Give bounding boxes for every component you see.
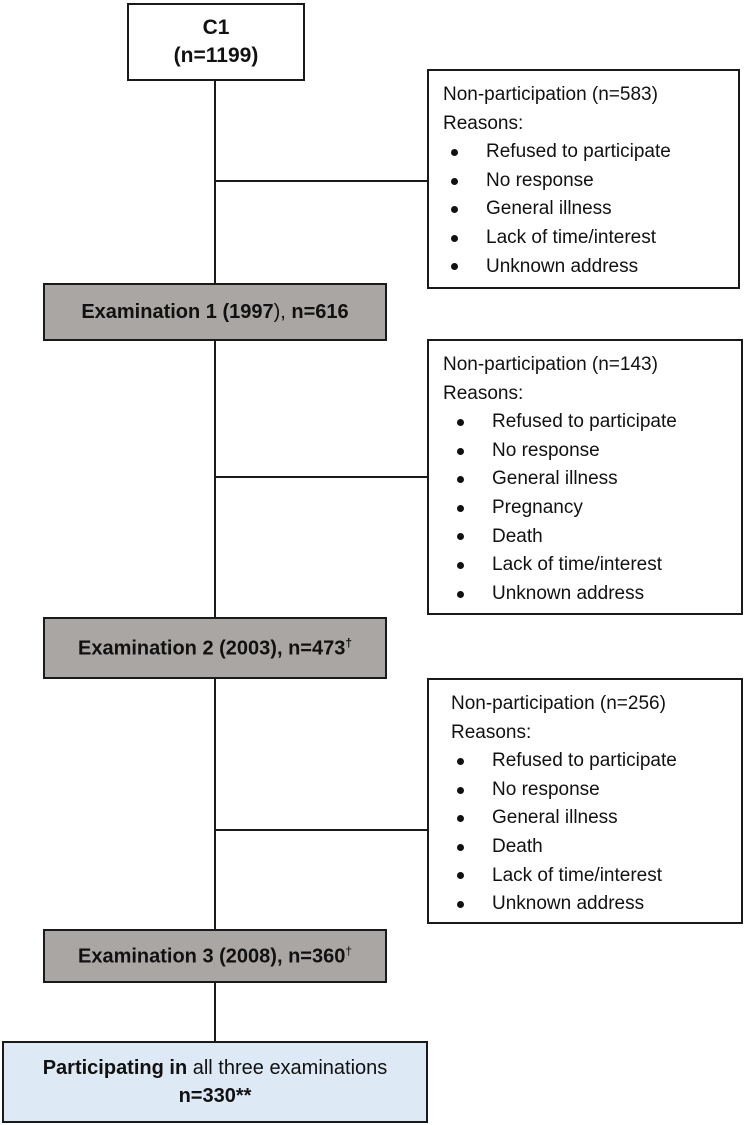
- list-item: Pregnancy: [443, 494, 727, 523]
- list-item: Refused to participate: [443, 138, 724, 167]
- exam2-box: [43, 617, 387, 679]
- list-item: General illness: [443, 804, 727, 833]
- non-participation-box-1: [427, 69, 740, 289]
- list-item: No response: [443, 167, 724, 196]
- np-reasons-label: Reasons:: [443, 382, 524, 404]
- bullet-icon: [457, 591, 464, 598]
- list-item: General illness: [443, 195, 724, 224]
- bullet-icon: [457, 872, 464, 879]
- list-item: Lack of time/interest: [443, 551, 727, 580]
- dagger-mark: †: [345, 943, 353, 958]
- bullet-icon: [451, 235, 458, 242]
- list-item: No response: [443, 437, 727, 466]
- list-item: Refused to participate: [443, 747, 727, 776]
- np-reasons-label: Reasons:: [451, 721, 532, 743]
- list-item: Refused to participate: [443, 408, 727, 437]
- np-title: Non-participation (n=256): [451, 693, 666, 714]
- bullet-icon: [457, 419, 464, 426]
- connector-exam1-exam2: [214, 340, 216, 618]
- np-title: Non-participation (n=143): [443, 354, 658, 375]
- final-label: Participating in all three examinations: [42, 1057, 388, 1079]
- bullet-icon: [457, 505, 464, 512]
- list-item: Unknown address: [443, 253, 724, 282]
- connector-c1-exam1: [214, 80, 216, 284]
- non-participation-box-2: [427, 339, 743, 615]
- bullet-icon: [457, 787, 464, 794]
- list-item: Death: [443, 833, 727, 862]
- bullet-icon: [457, 758, 464, 765]
- np-reasons-label: Reasons:: [443, 112, 524, 134]
- bullet-icon: [457, 448, 464, 455]
- connector-exam3-final: [214, 982, 216, 1042]
- list-item: Lack of time/interest: [443, 862, 727, 891]
- bullet-icon: [457, 476, 464, 483]
- bullet-icon: [451, 149, 458, 156]
- connector-exam2-exam3: [214, 678, 216, 930]
- bullet-icon: [451, 263, 458, 270]
- cohort-name: C1: [202, 16, 230, 39]
- bullet-icon: [457, 815, 464, 822]
- list-item: General illness: [443, 465, 727, 494]
- branch-np2: [214, 476, 428, 478]
- branch-np1: [214, 180, 428, 182]
- non-participation-box-3: [427, 678, 743, 924]
- bullet-icon: [457, 901, 464, 908]
- list-item: No response: [443, 776, 727, 805]
- exam1-label: Examination 1 (1997), n=616: [81, 300, 349, 323]
- bullet-icon: [451, 178, 458, 185]
- exam3-label: Examination 3 (2008), n=360†: [77, 943, 353, 968]
- exam3-box: [43, 929, 387, 983]
- list-item: Unknown address: [443, 890, 727, 919]
- list-item: Lack of time/interest: [443, 224, 724, 253]
- list-item: Death: [443, 523, 727, 552]
- dagger-mark: †: [345, 635, 353, 650]
- np-reason-list: [443, 138, 724, 281]
- bullet-icon: [451, 206, 458, 213]
- np-reason-list: [443, 408, 727, 608]
- cohort-count: (n=1199): [173, 44, 259, 67]
- np-title: Non-participation (n=583): [443, 84, 658, 105]
- final-box: [2, 1041, 428, 1123]
- exam2-label: Examination 2 (2003), n=473†: [77, 635, 353, 660]
- exam1-box: [43, 283, 387, 341]
- cohort-box: [127, 3, 305, 81]
- list-item: Unknown address: [443, 580, 727, 609]
- branch-np3: [214, 829, 428, 831]
- final-count: n=330**: [178, 1085, 252, 1107]
- bullet-icon: [457, 562, 464, 569]
- bullet-icon: [457, 844, 464, 851]
- np-reason-list: [443, 747, 727, 919]
- bullet-icon: [457, 533, 464, 540]
